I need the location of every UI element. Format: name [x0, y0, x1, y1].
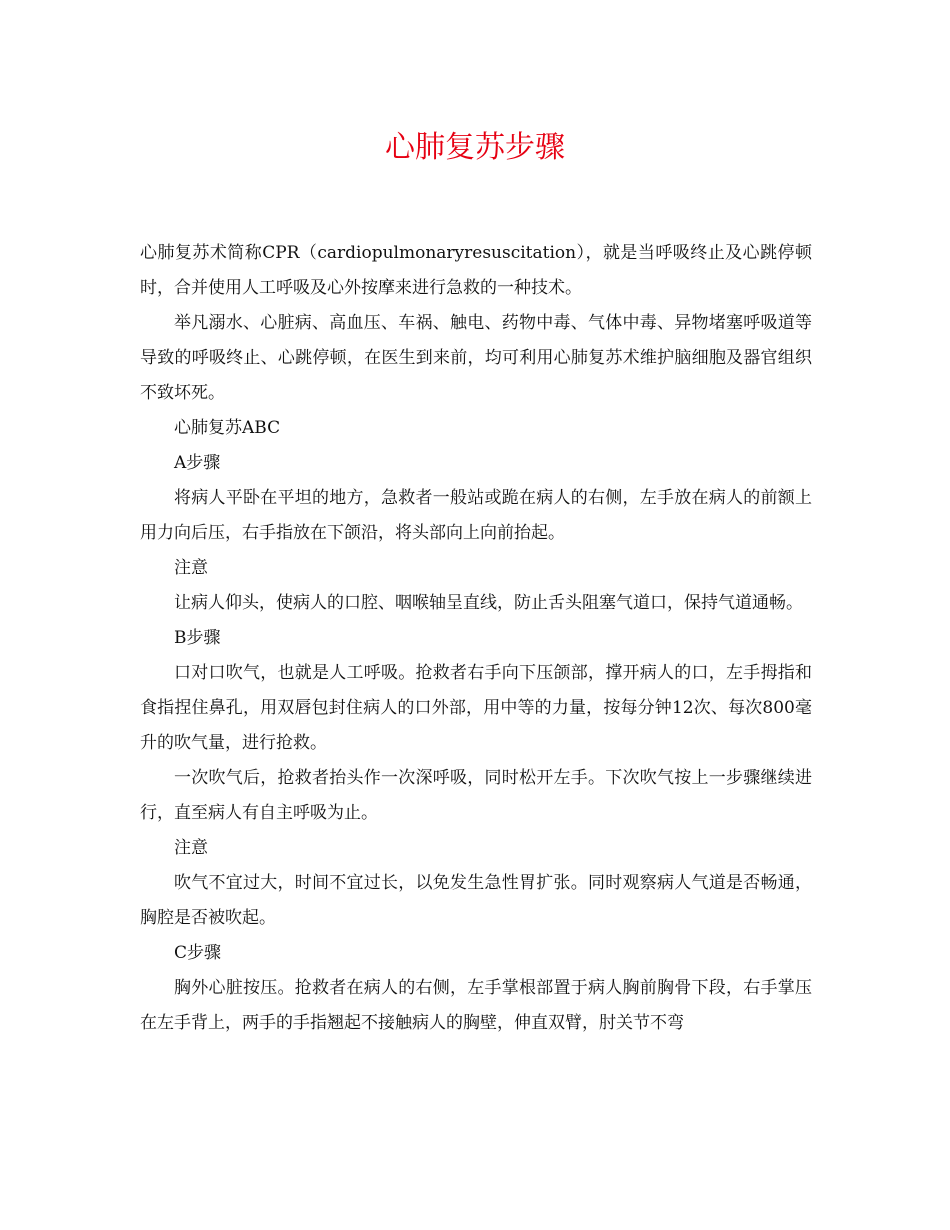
document-body: [140, 236, 812, 1041]
paragraph: 吹气不宜过大，时间不宜过长，以免发生急性胃扩张。同时观察病人气道是否畅通，胸腔是否被吹起。: [140, 873, 812, 928]
step-heading: C步骤: [174, 943, 222, 963]
paragraph: 心肺复苏术简称CPR（cardiopulmonaryresuscitation），就是当呼吸终止及心跳停顿时，合并使用人工呼吸及心外按摩来进行急救的一种技术。: [140, 243, 812, 298]
section-heading: 心肺复苏ABC: [174, 418, 281, 438]
paragraph: 将病人平卧在平坦的地方，急救者一般站或跪在病人的右侧，左手放在病人的前额上用力向后压，右手指放在下颌沿，将头部向上向前抬起。: [140, 488, 812, 543]
paragraph: 胸外心脏按压。抢救者在病人的右侧，左手掌根部置于病人胸前胸骨下段，右手掌压在左手背上，两手的手指翘起不接触病人的胸壁，伸直双臂，肘关节不弯: [140, 978, 812, 1033]
step-heading: B步骤: [174, 628, 221, 648]
document-title: 心肺复苏步骤: [385, 130, 565, 165]
paragraph: 举凡溺水、心脏病、高血压、车祸、触电、药物中毒、气体中毒、异物堵塞呼吸道等导致的呼吸终止、心跳停顿，在医生到来前，均可利用心肺复苏术维护脑细胞及器官组织不致坏死。: [140, 313, 812, 403]
paragraph: 让病人仰头，使病人的口腔、咽喉轴呈直线，防止舌头阻塞气道口，保持气道通畅。: [174, 593, 803, 613]
paragraph: 一次吹气后，抢救者抬头作一次深呼吸，同时松开左手。下次吹气按上一步骤继续进行，直至病人有自主呼吸为止。: [140, 768, 812, 823]
paragraph: 口对口吹气，也就是人工呼吸。抢救者右手向下压颌部，撑开病人的口，左手拇指和食指捏住鼻孔，用双唇包封住病人的口外部，用中等的力量，按每分钟12次、每次800毫升的吹气量，进行抢救。: [140, 663, 812, 753]
note-heading: 注意: [174, 558, 208, 578]
step-heading: A步骤: [174, 453, 221, 473]
note-heading: 注意: [174, 838, 208, 858]
